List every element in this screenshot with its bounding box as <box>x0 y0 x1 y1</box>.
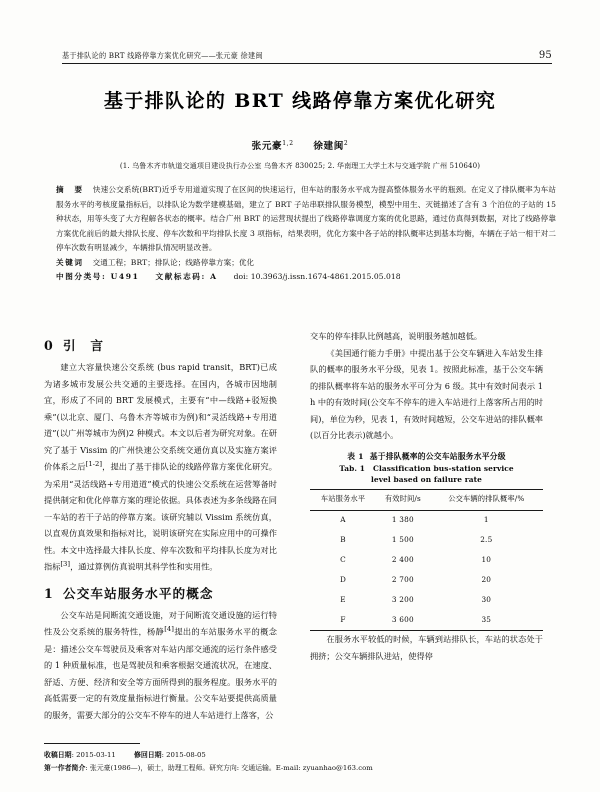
section-0-title: 引 言 <box>63 338 105 353</box>
revised-date: : 2015-08-05 <box>161 751 206 759</box>
table-row <box>310 550 543 570</box>
table-row <box>310 610 543 630</box>
table-1-number-cn: 表 1 <box>347 451 364 461</box>
author-1: 张元豪 <box>251 141 283 152</box>
revised-date-label: 修回日期 <box>134 751 162 759</box>
cell-queue-probability: 1 <box>483 515 489 525</box>
sec1-paragraph-1-cont: 交车的停车排队比例越高，说明服务越加越低。 <box>310 331 482 341</box>
table-1-wrapper <box>310 451 543 631</box>
footnote-rule <box>44 743 140 744</box>
bio-text: : 张元豪(1986—)，硕士，助理工程师。研究方向: 交通运输。E-mail: zyuanhao@163.com <box>85 764 373 773</box>
cell-service-level: D <box>340 574 347 584</box>
table-row <box>310 590 543 610</box>
cell-service-level: E <box>340 594 346 604</box>
table-1-caption-en-line1 <box>310 463 543 474</box>
author-2-affil-mark: 2 <box>343 139 349 147</box>
table-1-caption-cn <box>310 451 543 463</box>
article-title: 基于排队论的 BRT 线路停靠方案优化研究 <box>103 90 497 112</box>
cell-effective-time: 3 200 <box>391 594 414 604</box>
col-header-service-level: 车站服务水平 <box>310 489 376 510</box>
cell-service-level: C <box>340 555 346 565</box>
cell-service-level: F <box>310 610 376 630</box>
keywords-label: 关键词 <box>56 257 84 267</box>
clc-number: 中图分类号: U491 <box>56 272 140 282</box>
abstract-label: 摘 要 <box>56 185 84 194</box>
col-header-effective-time: 有效时间/s <box>376 489 430 510</box>
col-header-queue-probability: 公交车辆的排队概率/% <box>430 489 543 510</box>
classification-paragraph <box>56 270 556 285</box>
table-row <box>310 531 543 551</box>
cell-effective-time: 3 600 <box>376 610 430 630</box>
author-2: 徐建闽 <box>313 141 344 152</box>
cell-effective-time: 2 700 <box>391 574 414 584</box>
cell-queue-probability: 2.5 <box>480 535 493 545</box>
cell-service-level: A <box>340 515 346 525</box>
abstract-block <box>56 183 556 285</box>
table-header-row <box>310 489 543 510</box>
table-body <box>310 510 543 631</box>
cell-effective-time: 1 500 <box>391 535 414 545</box>
header-rule <box>62 63 552 64</box>
author-1-affil-mark: 1,2 <box>282 139 294 147</box>
table-head <box>310 489 543 510</box>
author-line <box>0 138 600 152</box>
affiliation-line: (1. 乌鲁木齐市轨道交通项目建设执行办公室 乌鲁木齐 830025; 2. 华南理工大学土木与交通学院 广州 510640) <box>119 161 481 170</box>
column-right <box>310 328 543 664</box>
footnote-bio <box>44 762 560 775</box>
table-row <box>310 510 543 530</box>
column-left <box>44 328 277 723</box>
cell-service-level: B <box>340 535 346 545</box>
table-row <box>310 570 543 590</box>
running-head <box>62 50 552 61</box>
sec1-paragraph-1: 公交车站是间断流交通设施，对于间断流交通设施的运行特性及公交系统的服务特性，杨静[4]提出的车站服务水平的概念是：描述公交车驾驶员及乘客对车站内部交通流的运行条件感受的 1 种质量标准，也是驾驶员和乘客根据交通流状况，在速度、舒适、方便、经济和安全等方面所得到的服务程度。服务水平的高低需要一定的有效度量指标进行衡量。公交车站要提供高质量的服务，需要大部分的公交车不停车的进人车站进行上落客，公 <box>44 609 277 720</box>
section-heading-0 <box>44 337 277 354</box>
abstract-text: 快速公交系统(BRT)近乎专用道道实现了在区间的快速运行，但车站的服务水平成为提高整体服务水平的瓶颈。在定义了排队概率为车站服务水平的考核度量指标后，以排队论为数学建模基础，建立了 BRT 子站串联排队服务模型，模型中用生、灭链描述了含有 3 个泊位的子站的 15 种状态，用等头变了大方程解各状态的概率。结合广州 BRT 的运营现状提出了线路停靠调度方案的优化思路，通过仿真得到数据，对比了线路停靠方案优化前后的最大排队长度、停车次数和平均排队长度 3 项指标，结果表明，优化方案中各子站的排队概率达到基本均衡，车辆在子站一相干对二停车次数有明显减少，车辆排队情况明显改善。 <box>56 185 556 253</box>
keywords-paragraph <box>56 256 556 271</box>
abstract-paragraph <box>56 183 556 256</box>
keywords-text: 交通工程；BRT；排队论；线路停靠方案；优化 <box>92 257 255 267</box>
table-1-title-cn: 基于排队概率的公交车站服务水平分级 <box>369 451 506 461</box>
section-0-number: 0 <box>44 338 54 353</box>
received-date: : 2015-03-11 <box>71 751 116 759</box>
bio-label: 第一作者简介 <box>44 764 86 773</box>
doi: doi: 10.3963/j.issn.1674-4861.2015.05.018 <box>233 272 401 282</box>
table-1-title-en-1: Classification bus-station service <box>372 463 514 473</box>
sec1-paragraph-2: 《美国通行能力手册》中提出基于公交车辆进入车站发生排队的概率的服务水平分级，见表 1。按照此标准，基于公交车辆的排队概率将车站的服务水平可分为 6 级。其中有效时间表示 1 h 中的有效时间(公交车不停车的进入车站进行上落客所占用的时间)，单位为秒，见表 1，有效时间越短，公交车进站的排队概率(以百分比表示)就越小。 <box>310 347 543 441</box>
cell-queue-probability: 30 <box>481 594 492 604</box>
section-1-number: 1 <box>44 585 54 601</box>
service-level-table <box>310 489 543 631</box>
footnote-block <box>44 749 560 776</box>
page-number: 95 <box>538 50 552 61</box>
cell-queue-probability: 35 <box>430 610 543 630</box>
cell-queue-probability: 20 <box>481 574 492 584</box>
cell-queue-probability: 10 <box>481 555 492 565</box>
cell-effective-time: 2 400 <box>391 555 414 565</box>
running-head-title: 基于排队论的 BRT 线路停靠方案优化研究——张元豪 徐建闽 <box>62 51 263 60</box>
cell-effective-time: 1 380 <box>391 515 414 525</box>
section-heading-1 <box>44 585 277 602</box>
section-1-title: 公交车站服务水平的概念 <box>63 585 214 601</box>
footnote-dates <box>44 749 560 762</box>
document-code: 文献标志码: A <box>155 272 218 282</box>
received-date-label: 收稿日期 <box>44 751 72 759</box>
table-1-number-en: Tab. 1 <box>339 463 365 473</box>
intro-paragraph-1: 建立大容量快速公交系统 (bus rapid transit，BRT)已成为诸多城市发展公共交通的主要选择。在国内，各城市因地制宜，形成了不同的 BRT 发展模式，主要有“中—线路+驳短换乘”(以北京、厦门、乌鲁木齐等城市为例)和“灵活线路+专用道道”(以广州等城市为例)2 种模式。本文以后者为研究对象。在研究了基于 Vissim 的广州快速公交系统交通仿真以及实施方案评价体系之后[1-2]，提出了基于排队论的线路停靠方案优化研究。为采用“灵活线路+专用道道”模式的快速公交系统在运营筹备时提供制定和优化停靠方案的理论依据。具体表述为多条线路在同一车站的若干子站的停靠方案。该研究辅以 Vissim 系统仿真，以直观仿真效果和指标对比，说明该研究在实际应用中的可操作性。本文中选择最大排队长度、停车次数和平均排队长度为对比指标[3]，通过算例仿真说明其科学性和实用性。 <box>44 362 277 573</box>
table-1-caption-en-line2: level based on failure rate <box>371 474 482 484</box>
sec1-paragraph-3: 在服务水平较低的时候，车辆到站排队长，车站的状态处于拥挤；公交车辆排队进站，使得停 <box>310 634 543 661</box>
